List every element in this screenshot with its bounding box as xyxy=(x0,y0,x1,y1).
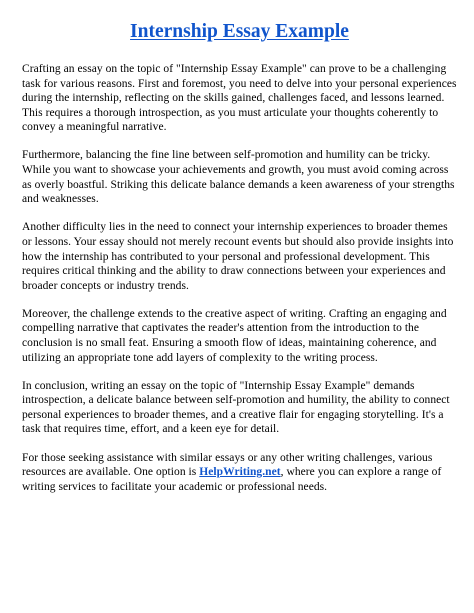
title-link[interactable]: Internship Essay Example xyxy=(130,21,349,42)
page-title xyxy=(22,20,457,44)
paragraph-3: Another difficulty lies in the need to connect your internship experiences to broader themes or lessons. Your essay should not merely recount events but should also provide insights into how the internship has contributed to your personal and professional development. This requires critical thinking and the ability to draw connections between your experiences and broader concepts or industry trends. xyxy=(22,221,454,292)
paragraph-5: In conclusion, writing an essay on the topic of "Internship Essay Example" demands introspection, a delicate balance between self-promotion and humility, the ability to connect personal experiences to broader themes, and a creative flair for engaging storytelling. It's a task that requires time, effort, and a keen eye for detail. xyxy=(22,379,450,436)
paragraph-4: Moreover, the challenge extends to the creative aspect of writing. Crafting an engaging and compelling narrative that captivates the reader's attention from the introduction to the conclusion is no small feat. Ensuring a smooth flow of ideas, maintaining coherence, and utilizing an appropriate tone add layers of complexity to the writing process. xyxy=(22,307,447,364)
paragraph-1: Crafting an essay on the topic of "Internship Essay Example" can prove to be a challenging task for various reasons. First and foremost, you need to delve into your personal experiences during the internship, reflecting on the skills gained, challenges faced, and lessons learned. This requires a thorough introspection, as you must articulate your thoughts coherently to convey a meaningful narrative. xyxy=(22,63,457,134)
closing-text-after-link: , where you can explore a range of writing services to facilitate your academic or professional needs. xyxy=(22,466,442,493)
helpwriting-link[interactable]: HelpWriting.net xyxy=(199,466,281,479)
paragraph-2: Furthermore, balancing the fine line between self-promotion and humility can be tricky. While you want to showcase your achievements and growth, you must avoid coming across as overly boastful. Striking this delicate balance demands a keen awareness of your strengths and weaknesses. xyxy=(22,149,455,206)
closing-paragraph xyxy=(22,451,457,495)
closing-text-before-link: For those seeking assistance with similar essays or any other writing challenges, various resources are available. One option is xyxy=(22,451,433,479)
